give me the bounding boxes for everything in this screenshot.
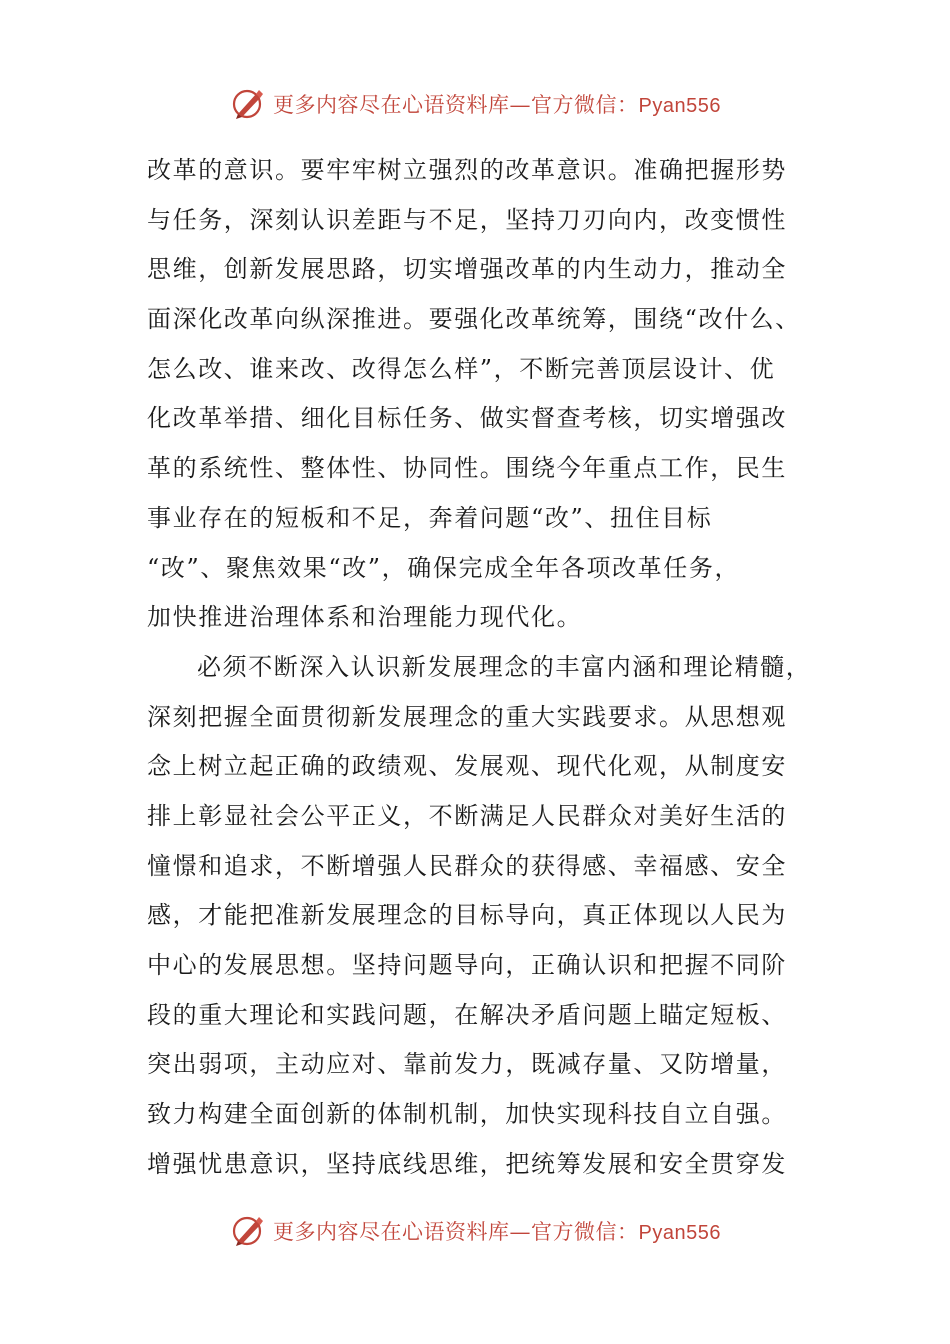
text-line: 革的系统性、整体性、协同性。围绕今年重点工作，民生 <box>147 454 787 483</box>
text-line: 化改革举措、细化目标任务、做实督查考核，切实增强改 <box>147 404 787 433</box>
text-line: “改”、聚焦效果“改”，确保完成全年各项改革任务， <box>147 553 741 582</box>
text-line: 段的重大理论和实践问题，在解决矛盾问题上瞄定短板、 <box>147 1000 787 1029</box>
text-line: 感，才能把准新发展理念的目标导向，真正体现以人民为 <box>147 901 787 930</box>
text-line: 面深化改革向纵深推进。要强化改革统筹，围绕“改什么、 <box>147 305 801 334</box>
text-line: 深刻把握全面贯彻新发展理念的重大实践要求。从思想观 <box>147 702 787 731</box>
watermark-text: 更多内容尽在心语资料库—官方微信：Pyan556 <box>273 93 721 117</box>
text-line: 突出弱项，主动应对、靠前发力，既减存量、又防增量， <box>147 1050 787 1079</box>
text-line: 思维，创新发展思路，切实增强改革的内生动力，推动全 <box>147 255 787 284</box>
text-line: 中心的发展思想。坚持问题导向，正确认识和把握不同阶 <box>147 951 787 979</box>
text-line: 念上树立起正确的政绩观、发展观、现代化观，从制度安 <box>147 752 787 781</box>
text-line: 憧憬和追求，不断增强人民群众的获得感、幸福感、安全 <box>147 851 787 880</box>
text-line: 事业存在的短板和不足，奔着问题“改”、扭住目标 <box>147 503 713 532</box>
text-line: 加快推进治理体系和治理能力现代化。 <box>147 603 583 632</box>
text-line: 与任务，深刻认识差距与不足，坚持刀刃向内，改变惯性 <box>147 205 787 234</box>
pen-logo-icon <box>229 84 269 124</box>
header-watermark <box>0 82 950 126</box>
text-line: 必须不断深入认识新发展理念的丰富内涵和理论精髓， <box>197 652 812 681</box>
text-line: 致力构建全面创新的体制机制，加快实现科技自立自强。 <box>147 1100 787 1129</box>
text-line: 排上彰显社会公平正义，不断满足人民群众对美好生活的 <box>147 801 787 830</box>
paragraph <box>147 643 812 1190</box>
text-line: 怎么改、谁来改、改得怎么样”，不断完善顶层设计、优 <box>147 354 776 383</box>
pen-logo-icon <box>229 1211 269 1251</box>
footer-watermark <box>0 1209 950 1253</box>
document-body <box>147 146 812 1189</box>
text-line: 改革的意识。要牢牢树立强烈的改革意识。准确把握形势 <box>147 156 787 184</box>
watermark-text: 更多内容尽在心语资料库—官方微信：Pyan556 <box>273 1220 721 1244</box>
text-line: 增强忧患意识，坚持底线思维，把统筹发展和安全贯穿发 <box>147 1149 787 1178</box>
paragraph <box>147 146 807 643</box>
